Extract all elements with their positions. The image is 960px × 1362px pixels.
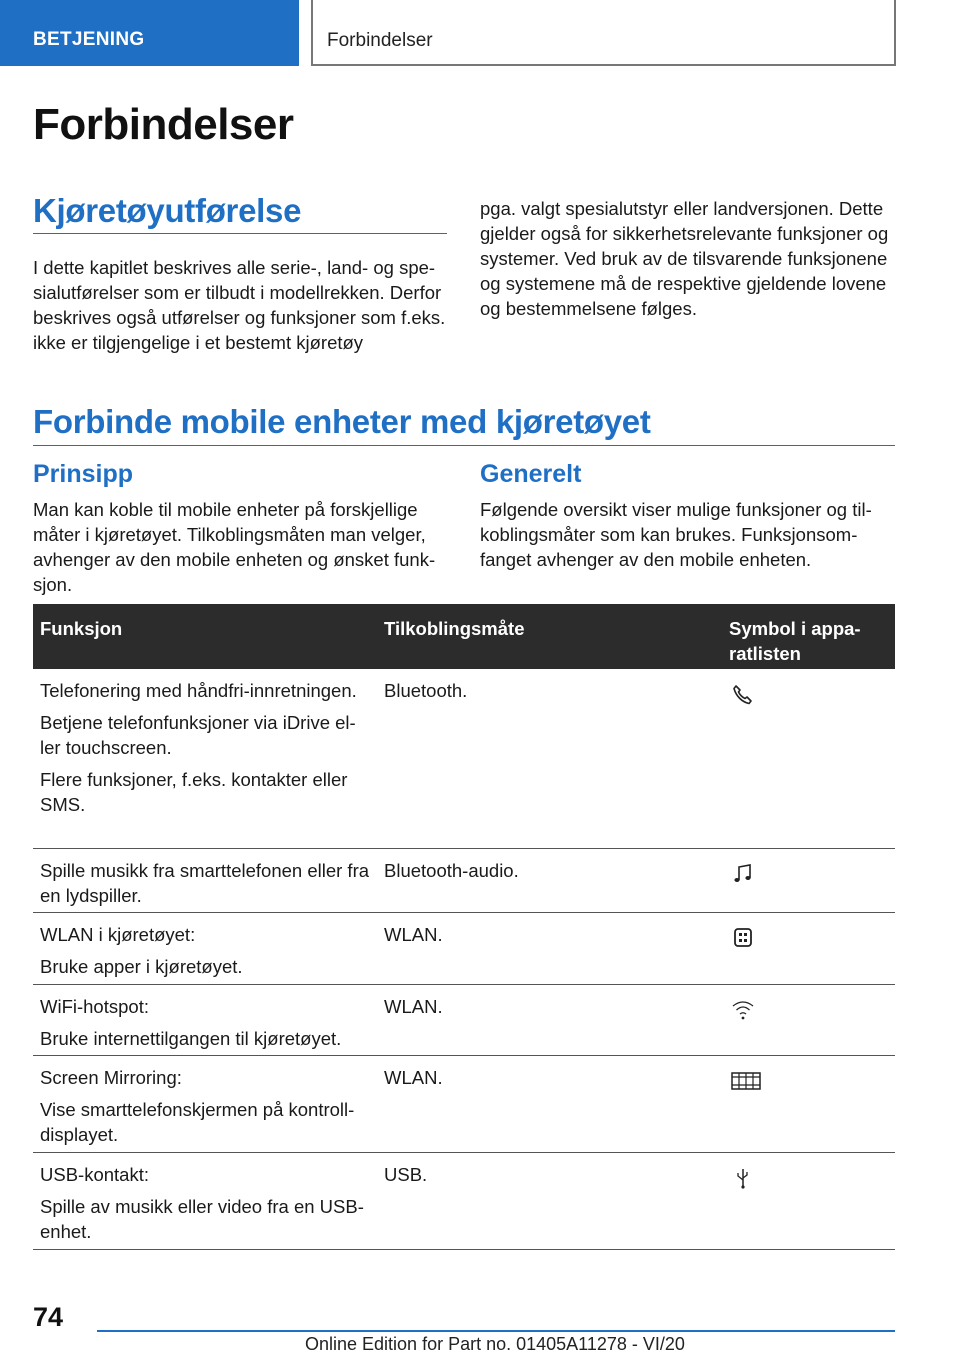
music-note-icon [731,863,755,885]
table-row [33,913,895,985]
column-header-function: Funksjon [40,618,123,639]
connection-cell: USB. [384,1164,428,1185]
subsection-title-general: Generelt [480,460,582,488]
section1-text-left: I dette kapitlet beskrives alle serie-, land- og spesialutførelser som er tilbudt i modellrekken. Derfor beskrives også utførelser og funksjoner som f.eks. ikke er tilgjengelige i et bestemt kjøretøy [33,257,446,353]
section1-text-right: pga. valgt spesialutstyr eller landversjonen. Dette gjelder også for sikkerhetsrelevante funksjoner og systemer. Ved bruk av de tilsvarende funksjonene og systemene må de respektive gjeldende lovene og bestemmelsene følges. [480,198,889,319]
function-cell: WLAN i kjøretøyet: Bruke apper i kjøretøyet. [40,924,243,977]
column-header-symbol: Symbol i apparatlisten [729,618,861,664]
screen-mirroring-icon [731,1070,761,1092]
function-cell: WiFi-hotspot: Bruke internettilgangen til kjøretøyet. [40,996,342,1049]
section-divider [33,233,447,234]
page-number: 74 [33,1302,64,1332]
connection-table [33,604,895,1250]
section-tab: BETJENING [0,0,299,66]
subsection-title-principle: Prinsipp [33,460,134,488]
chapter-tab: Forbindelser [311,0,896,66]
connection-cell: WLAN. [384,1067,443,1088]
connection-cell: WLAN. [384,996,443,1017]
column-header-connection: Tilkoblingsmåte [384,618,525,639]
usb-icon [731,1167,755,1189]
general-text: Følgende oversikt viser mulige funksjoner og tilkoblingsmåter som kan brukes. Funksjonsomfanget avhenger av den mobile enheten. [480,499,872,570]
section-title-vehicle-version: Kjøretøyutførelse [33,192,302,229]
connection-cell: Bluetooth. [384,680,468,701]
wifi-icon [731,999,755,1021]
connection-cell: Bluetooth-audio. [384,860,519,881]
table-row [33,985,895,1056]
table-row [33,669,895,849]
function-cell: Screen Mirroring: Vise smarttelefonskjermen på kontrolldisplayet. [40,1067,355,1145]
page-header [0,0,960,66]
principle-text: Man kan koble til mobile enheter på forskjellige måter i kjøretøyet. Tilkoblingsmåten man velger, avhenger av den mobile enheten og ønsket funksjon. [33,499,436,595]
connection-cell: WLAN. [384,924,443,945]
function-cell: Spille musikk fra smarttelefonen eller fra en lydspiller. [40,860,370,906]
footer-edition: Online Edition for Part no. 01405A11278 - VI/20 [305,1334,685,1354]
table-row [33,849,895,913]
section-divider [33,445,895,446]
table-header [33,604,895,669]
section-title-connect-devices: Forbinde mobile enheter med kjøretøyet [33,403,651,440]
table-row [33,1153,895,1250]
phone-icon [731,683,755,705]
table-row [33,1056,895,1153]
apps-icon [731,927,755,949]
function-cell: USB-kontakt: Spille av musikk eller video fra en USB-enhet. [40,1164,364,1242]
page-title: Forbindelser [33,100,294,149]
function-cell: Telefonering med håndfri-innretningen. Betjene telefonfunksjoner via iDrive eller touchscreen. Flere funksjoner, f.eks. kontakter eller SMS. [40,680,357,815]
footer-divider [97,1330,895,1332]
